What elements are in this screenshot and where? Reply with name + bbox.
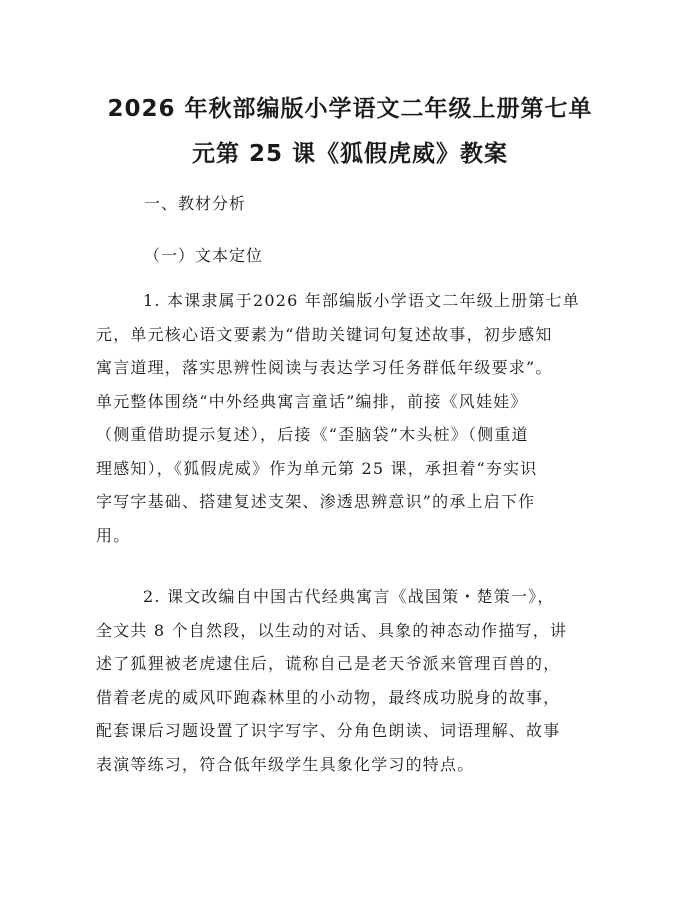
paragraph-line: 述了狐狸被老虎逮住后，谎称自己是老天爷派来管理百兽的， <box>96 654 561 673</box>
document-title-line-1: 2026 年秋部编版小学语文二年级上册第七单 <box>107 96 593 122</box>
paragraph-line: 元，单元核心语文要素为“借助关键词句复述故事，初步感知 <box>96 324 553 344</box>
paragraph-line: 理感知），《狐假虎威》作为单元第 25 课，承担着“夯实识 <box>96 458 538 478</box>
section-heading: 一、教材分析 <box>144 194 247 213</box>
subsection-heading: （一）文本定位 <box>144 246 264 265</box>
paragraph-line: 全文共 8 个自然段，以生动的对话、具象的神态动作描写，讲 <box>96 620 568 640</box>
paragraph-line: 借着老虎的威风吓跑森林里的小动物，最终成功脱身的故事， <box>96 687 561 707</box>
paragraph-line: 配套课后习题设置了识字写字、分角色朗读、词语理解、故事 <box>96 721 561 740</box>
paragraph-1 <box>96 284 608 552</box>
paragraph-line: 字写字基础、搭建复述支架、渗透思辨意识”的承上启下作 <box>96 492 536 511</box>
paragraph-line: 2. 课文改编自中国古代经典寓言《战国策・楚策一》， <box>143 587 555 606</box>
paragraph-line: （侧重借助提示复述），后接《“歪脑袋”木头桩》（侧重道 <box>96 425 529 444</box>
paragraph-line: 表演等练习，符合低年级学生具象化学习的特点。 <box>96 754 475 774</box>
paragraph-line: 用。 <box>96 525 131 545</box>
paragraph-line: 1. 本课隶属于2026 年部编版小学语文二年级上册第七单 <box>143 291 580 310</box>
paragraph-2 <box>96 580 608 781</box>
paragraph-line: 单元整体围绕“中外经典寓言童话”编排，前接《风娃娃》 <box>96 391 528 411</box>
document-title-line-2: 元第 25 课《狐假虎威》教案 <box>191 141 509 167</box>
paragraph-line: 寓言道理，落实思辨性阅读与表达学习任务群低年级要求”。 <box>96 358 553 377</box>
